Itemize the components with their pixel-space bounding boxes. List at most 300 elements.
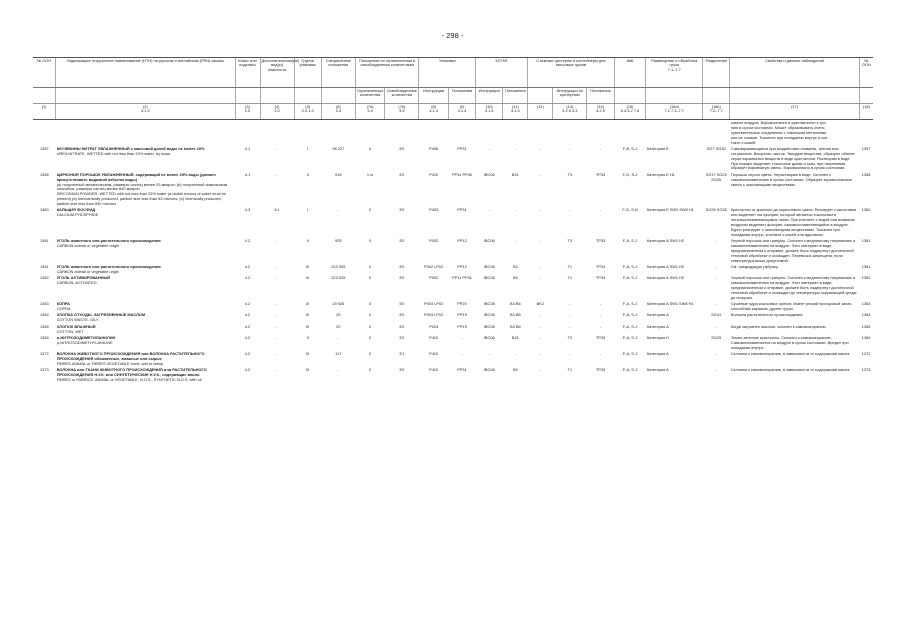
substance-name — [56, 367, 235, 383]
header-tank-prov: Положения — [587, 88, 614, 104]
ibc-provision-cell: - — [514, 351, 516, 356]
column-number — [553, 104, 587, 120]
column-number-label: (15) — [626, 103, 634, 109]
name-russian: п-НИТРОЗОДИМЕТИЛАНИЛИН — [56, 334, 116, 340]
tank-provision-cell: TP33 — [595, 367, 606, 373]
ems-cell: F-A, S-J — [622, 334, 638, 340]
special-provisions-cell: 925 — [335, 238, 342, 244]
tank-instruction-cell: T1 — [567, 264, 573, 269]
ibc-instruction-cell: IBC08 — [483, 367, 495, 373]
bulk-cell: - — [539, 312, 541, 318]
name-english: CARBON animal or vegetable origin — [56, 243, 119, 248]
column-number — [56, 104, 235, 120]
packing-group-cell: III — [306, 275, 310, 281]
tank-provision-cell: - — [599, 207, 602, 213]
column-reference: 5.4.3.2 7.8 — [620, 108, 640, 114]
ibc-instruction-cell: IBC08 — [483, 323, 495, 329]
un-number-right: 1369 — [861, 334, 871, 340]
tank-provision-cell: - — [599, 145, 602, 151]
tank-instruction-cell: T1 — [567, 367, 573, 373]
header-un-right: № ООН — [859, 58, 873, 88]
packing-instruction-cell: P003 LP02 — [424, 301, 444, 307]
packing-instruction-cell: P410 — [429, 367, 439, 373]
segregation-cell: SG29 — [711, 334, 722, 340]
excepted-quantity-cell: E0 — [399, 323, 405, 329]
header-lq-eq: Положения по ограниченным и освобожденным количествам — [355, 58, 419, 88]
header-name: Надлежащее отгрузочное наименование (НТН) на русском и английском (PSN) языках — [56, 58, 235, 88]
stowage-cell: Категория A — [646, 312, 669, 318]
packing-group-cell: I — [307, 207, 309, 213]
properties-line: чувствительные соединения с тяжелыми металлами — [730, 129, 827, 135]
subrisk-cell: - — [276, 238, 278, 244]
name-english: FIBRES ANIMAL or FIBRES VEGETABLE burnt, wet or damp — [56, 360, 164, 366]
column-number-label: (8) — [431, 103, 437, 109]
bulk-cell: - — [539, 207, 541, 213]
tank-provision-cell: TP33 — [595, 264, 606, 269]
class-cell: 4.2 — [244, 323, 251, 329]
column-number — [33, 104, 56, 120]
packing-group-cell: II — [306, 334, 309, 340]
column-number-label: (7a) — [366, 103, 374, 109]
name-english: CARBON animal or vegetable origin — [56, 268, 119, 274]
name-english: UREA NITRATE, WETTED with not less than 20% water, by mass — [56, 150, 171, 156]
column-reference: 4.2.5 4.3 — [562, 108, 578, 114]
column-number — [419, 104, 449, 120]
name-russian: ЦИРКОНИЯ ПОРОШОК УВЛАЖНЕННЫЙ, содержащий не менее 25% воды (должен присутствовать видимый избыток воды) — [56, 171, 216, 182]
packing-instruction-cell: P410 — [429, 351, 439, 356]
name-russian: ВОЛОКНА или ТКАНИ ЖИВОТНОГО ПРОИСХОЖДЕНИЯ или РАСТИТЕЛЬНОГО ПРОИСХОЖДЕНИЯ Н.У.К. или СИНТЕТИЧЕСКИЕ Н.У.К., содержащие масло — [56, 367, 207, 377]
column-number-label: (16a) — [669, 103, 679, 109]
un-number-right: 1365 — [861, 323, 871, 329]
bulk-cell: - — [539, 238, 541, 244]
name-english: CARBON, ACTIVATED — [56, 280, 97, 286]
bulk-cell: - — [539, 145, 541, 151]
name-russian: ХЛОПОК ВЛАЖНЫЙ — [56, 323, 96, 329]
table-row — [33, 351, 873, 367]
name-russian: УГОЛЬ АКТИВИРОВАННЫЙ — [56, 275, 111, 281]
class-cell: 4.2 — [244, 351, 251, 356]
column-number — [476, 104, 503, 120]
header-lq: Ограниченные количества — [355, 88, 385, 104]
column-number-label: (12) — [536, 103, 544, 109]
name-russian: МОЧЕВИНЫ НИТРАТ УВЛАЖНЕННЫЙ с массовой долей воды не менее 20% — [56, 145, 205, 151]
properties-cell: Склонны к самовозгоранию, в зависимости от содержания масла. — [730, 351, 851, 356]
column-number-label: (3) — [245, 103, 250, 109]
excepted-quantity-cell: E0 — [399, 264, 405, 269]
class-cell: 4.2 — [244, 275, 251, 281]
limited-quantity-cell: 0 — [368, 312, 372, 318]
packing-group-cell: II — [306, 171, 309, 177]
packing-instruction-cell: P002 — [429, 275, 439, 281]
table-row — [33, 367, 873, 383]
ibc-provision-cell: B3 — [512, 367, 518, 373]
tank-provision-cell: - — [599, 323, 602, 329]
column-number — [730, 104, 859, 120]
packing-provision-cell: PP20 — [457, 301, 467, 307]
class-cell: 4.2 — [244, 301, 251, 307]
properties-cell: Порошок серого цвета. Нерастворим в воде. Склонен к самовоспламенению в сухом состоянии. Образует взрывоопасные смеси с окисляющими веществами. — [730, 171, 853, 187]
column-number — [294, 104, 321, 120]
special-provisions-cell: 223 925 — [331, 264, 346, 269]
limited-quantity-cell: 0 — [368, 351, 372, 356]
stowage-cell: Категория E H1 — [646, 171, 675, 177]
ibc-provision-cell: B21 — [511, 171, 519, 177]
column-reference: 4.2.5 — [596, 108, 605, 114]
column-number — [355, 104, 385, 120]
excepted-quantity-cell: E0 — [399, 275, 405, 281]
page-number: - 298 - — [441, 31, 464, 40]
name-english: COPRA — [56, 306, 71, 311]
ibc-provision-cell: B3 — [512, 264, 518, 269]
column-number-label: (18) — [862, 103, 870, 109]
un-number-right: 1357 — [861, 145, 871, 151]
ibc-provision-cell: - — [514, 207, 516, 213]
table-row — [33, 312, 873, 323]
subrisk-cell: - — [276, 334, 278, 340]
subrisk-cell: - — [276, 367, 278, 373]
un-number-right: 1361 — [861, 264, 871, 269]
tank-instruction-cell: T3 — [567, 171, 573, 177]
header-ems: АвК — [614, 58, 646, 88]
properties-cell: Черный порошок или гранулы. Склонен к медленному нагреванию и самовоспламенению на воздухе. Этот материал в виде, предназначенном к отправке, должен быть подвергнут достаточной тепловой обработке и охлажден до температуры окружающей среды до погрузки. — [730, 275, 857, 300]
packing-group-cell: III — [306, 312, 310, 318]
column-number — [587, 104, 614, 120]
name-english: ZIRCONIUM POWDER, WETTED with not less than 25% water (a visible excess of water must be present) (a) mechanically produced, particle size less than 53 microns; (b) chemically produced, particle size less than 840 microns — [56, 191, 226, 206]
properties-cell: Сушеные ядра кокосовых орехов. Имеет резкий прогорклый запах, способный заражать другие грузы. — [730, 301, 853, 311]
class-cell: 4.2 — [244, 264, 251, 269]
subrisk-cell: - — [276, 301, 278, 307]
header-ibc: КСГМГ — [476, 58, 528, 88]
subrisk-cell: - — [276, 312, 278, 318]
special-provisions-cell: 29 — [336, 323, 341, 329]
dangerous-goods-table — [33, 57, 873, 383]
substance-name — [56, 351, 235, 367]
un-number: 1372 — [40, 351, 49, 356]
header-ibc-prov: Положения — [503, 88, 528, 104]
column-number-label: (6) — [335, 103, 341, 109]
tank-provision-cell: TP33 — [595, 238, 606, 244]
header-subrisk: Дополнительная(ые) вид(ы) опасности — [260, 58, 294, 88]
bulk-cell: - — [539, 367, 541, 373]
packing-instruction-cell: P403 — [429, 207, 439, 213]
un-number: 1373 — [40, 367, 49, 373]
limited-quantity-cell: 0 — [368, 207, 372, 213]
name-russian: УГОЛЬ животного или растительного происхождения — [56, 238, 161, 244]
segregation-cell: SG17 SG25 SG26 — [705, 171, 727, 182]
limited-quantity-cell: 0 — [368, 323, 372, 329]
tank-instruction-cell: T3 — [567, 238, 573, 244]
header-pg: Группа упаковки — [294, 58, 321, 88]
un-number: 1369 — [40, 334, 49, 340]
column-reference: 7.2–7.7 — [709, 108, 723, 114]
ibc-provision-cell: B3 B6 — [510, 312, 521, 318]
column-number-label: (9) — [459, 103, 465, 109]
column-number-label: (13) — [566, 103, 574, 109]
special-provisions-cell: - — [337, 367, 339, 373]
ems-cell: F-A, S-J — [622, 367, 638, 373]
excepted-quantity-cell: E0 — [399, 367, 405, 373]
segregation-cell: SG26 SG35 — [705, 207, 727, 213]
table-row — [33, 335, 873, 351]
packing-provision-cell: PP12 — [457, 238, 467, 244]
packing-provision-cell: PP31 — [457, 145, 467, 151]
packing-instruction-cell: P003 LP02 — [424, 312, 444, 318]
segregation-cell: - — [715, 367, 717, 373]
un-number-right: 1361 — [861, 238, 871, 244]
stowage-cell: Категория A SW1 H2 — [646, 275, 685, 281]
un-number-right: 1362 — [861, 275, 871, 281]
ibc-instruction-cell: - — [488, 145, 490, 151]
substance-name — [56, 207, 235, 238]
ems-cell: F-A, S-J — [622, 351, 638, 356]
continued-row — [33, 120, 873, 146]
segregation-cell: - — [715, 264, 717, 269]
bulk-cell: - — [539, 323, 541, 329]
excepted-quantity-cell: E0 — [399, 145, 405, 151]
packing-instruction-cell: P410 — [429, 171, 439, 177]
ibc-provision-cell: B21 — [511, 334, 519, 340]
substance-name — [56, 146, 235, 172]
bulk-cell: - — [539, 171, 541, 177]
subrisk-cell: - — [276, 171, 278, 177]
segregation-cell: - — [715, 238, 717, 244]
stowage-cell: Категория E — [646, 145, 669, 151]
properties-cell: Склонны к самовозгоранию, в зависимости от содержания масла. — [730, 367, 851, 373]
substance-name — [56, 238, 235, 264]
un-number: 1360 — [40, 207, 49, 213]
segregation-cell: - — [715, 275, 717, 281]
column-number — [235, 104, 260, 120]
packing-instruction-cell: P406 — [429, 145, 439, 151]
tank-instruction-cell: T3 — [567, 334, 573, 340]
packing-provision-cell: PP31 PP40 — [451, 171, 473, 177]
limited-quantity-cell: 0 — [368, 334, 372, 340]
ibc-provision-cell: B3 — [512, 275, 518, 281]
excepted-quantity-cell: E2 — [399, 334, 405, 340]
substance-name — [56, 264, 235, 275]
packing-group-cell: III — [306, 351, 310, 356]
un-number: 1362 — [40, 275, 49, 281]
excepted-quantity-cell: E0 — [399, 312, 405, 318]
ibc-instruction-cell: IBC06 — [483, 238, 495, 244]
excepted-quantity-cell: E0 — [399, 207, 405, 213]
un-number-right: 1360 — [861, 207, 871, 213]
header-segregation: Разделение — [703, 58, 730, 88]
column-number — [503, 104, 528, 120]
substance-name — [56, 312, 235, 323]
ibc-provision-cell: B3 B6 — [510, 301, 521, 307]
limited-quantity-cell: 0 — [368, 367, 372, 373]
tank-instruction-cell: - — [569, 323, 571, 329]
name-russian: УГОЛЬ животного или растительного происхождения — [56, 264, 161, 269]
class-cell: 4.2 — [244, 312, 251, 318]
class-cell: 4.2 — [244, 238, 251, 244]
properties-cell: Когда загрязнен маслом, склонен к самовозгоранию. — [730, 323, 827, 329]
class-cell: 4.2 — [244, 334, 251, 340]
properties-cell: Кристаллы от красного до коричневого цвета. Реагирует с кислотами или выделяет газ фосфин, который является токсичным и легковоспламеняющимся газом. При контакте с водой или влажным воздухом выделяет фосфин, самовоспламеняющийся в воздухе. Бурно реагирует с окисляющими веществами. Токсичен при попадании внутрь, контакте с кожей или вдыхании. — [730, 207, 857, 237]
ems-cell: F-A, S-J — [622, 275, 638, 281]
stowage-cell: Категория A SW1 H2 — [646, 238, 685, 244]
segregation-cell: SG41 — [711, 312, 722, 318]
excepted-quantity-cell: E2 — [399, 171, 405, 177]
excepted-quantity-cell: E0 — [399, 238, 405, 244]
column-number — [646, 104, 703, 120]
packing-provision-cell: PP11 PP31 — [452, 275, 472, 281]
tank-provision-cell: - — [599, 301, 602, 307]
class-cell: 4.3 — [244, 207, 251, 213]
excepted-quantity-cell: E0 — [399, 301, 405, 307]
packing-group-cell: II — [306, 238, 309, 244]
packing-provision-cell: - — [461, 334, 463, 340]
class-cell: 4.2 — [244, 367, 251, 373]
column-number-label: (4) — [274, 103, 280, 109]
packing-provision-cell: PP19 — [457, 312, 467, 318]
special-provisions-cell: - — [337, 334, 339, 340]
segregation-cell: - — [715, 301, 717, 307]
header-eq: Освобожденные количества — [385, 88, 419, 104]
un-number: 1365 — [40, 323, 49, 329]
tank-provision-cell: - — [599, 351, 602, 356]
packing-group-cell: I — [307, 145, 309, 151]
tank-instruction-cell: - — [569, 312, 571, 318]
table-row — [33, 238, 873, 264]
un-number: 1358 — [40, 171, 49, 177]
ibc-provision-cell: - — [514, 238, 516, 244]
un-number: 1357 — [40, 145, 49, 151]
un-number: 1361 — [40, 238, 49, 244]
name-russian: ВОЛОКНА ЖИВОТНОГО ПРОИСХОЖДЕНИЯ или ВОЛОКНА РАСТИТЕЛЬНОГО ПРОИСХОЖДЕНИЯ обожженные, влажные или сырые — [56, 351, 205, 361]
ibc-instruction-cell: IBC08 — [483, 301, 495, 307]
subrisk-cell: - — [276, 264, 278, 269]
packing-group-cell: III — [306, 301, 310, 307]
column-number — [448, 104, 475, 120]
ems-cell: F-A, S-J — [622, 264, 638, 269]
continued-properties — [730, 120, 859, 146]
tank-instruction-cell: - — [569, 145, 571, 151]
column-reference: 4.1.4 — [457, 108, 467, 114]
special-provisions-cell: 117 — [335, 351, 342, 356]
substance-name — [56, 172, 235, 208]
ems-cell: F-G, S-N — [622, 207, 638, 213]
segregation-cell: SG7 SG30 — [706, 145, 726, 151]
un-number: 1363 — [40, 301, 49, 307]
header-un: № ООН — [33, 58, 56, 88]
class-cell: 4.1 — [244, 145, 251, 151]
stowage-cell: Категория A SW1 SW8 H1 — [646, 301, 694, 307]
tank-provision-cell: TP33 — [595, 334, 606, 340]
table-row — [33, 264, 873, 275]
excepted-quantity-cell: E1 — [399, 351, 405, 356]
substance-name — [56, 335, 235, 351]
header-tank: Съемные цистерны и контейнеры для массовых грузов — [528, 58, 614, 88]
column-reference: 3.1.2 — [141, 108, 150, 114]
tank-provision-cell: TP33 — [595, 171, 606, 177]
column-number-label: (10) — [485, 103, 493, 109]
name-english: COTTON, WET — [56, 328, 84, 334]
substance-name — [56, 324, 235, 335]
subrisk-cell: - — [276, 351, 278, 356]
packing-provision-cell: PP12 — [457, 264, 467, 269]
header-class: Класс или подкласс — [235, 58, 260, 88]
column-number-label: (11) — [512, 103, 519, 109]
column-reference: 2.0 — [274, 108, 280, 114]
subrisk-cell: - — [276, 145, 278, 151]
bulk-cell: - — [539, 351, 541, 356]
special-provisions-cell: 29 926 — [332, 301, 345, 307]
properties-cell: Черный порошок или гранулы. Склонен к медленному нагреванию и самовоспламенению на воздухе. Этот материал в виде, предназначенном к отправке, должен быть подвергнут достаточной тепловой обработке и охлажден. Перевозка запрещена, если температура выше допустимой. — [730, 238, 856, 263]
limited-quantity-cell: 0 — [368, 301, 372, 307]
un-number: 1361 — [40, 264, 49, 269]
limited-quantity-cell: 0 — [368, 264, 372, 269]
limited-quantity-cell: 0 — [368, 238, 372, 244]
properties-line: нию в сухом состоянии. Может образовывать очень — [730, 124, 825, 130]
column-number-label: (14) — [597, 103, 604, 109]
header-tank-instr: Инструкции по цистернам — [553, 88, 587, 104]
properties-cell: Темно-зеленые кристаллы. Склонен к самовозгоранию. Самовоспламеняется на воздухе в сухом состоянии. Вреден при попадании внутрь. — [730, 334, 849, 350]
special-provisions-cell: 29 — [336, 312, 341, 318]
un-number-right: 1372 — [861, 351, 871, 356]
tank-provision-cell: TP33 — [595, 275, 606, 281]
bulk-cell: - — [539, 334, 541, 340]
subrisk-cell: - — [276, 275, 278, 281]
stowage-cell: Категория A — [646, 351, 669, 356]
class-cell: 4.1 — [244, 171, 251, 177]
column-reference: 4.1.4 — [511, 108, 520, 114]
table-row — [33, 301, 873, 312]
stowage-cell: Категория A SW1 H2 — [646, 264, 685, 269]
segregation-cell: - — [715, 323, 717, 329]
ibc-instruction-cell: IBC08 — [483, 312, 495, 318]
packing-group-cell: III — [306, 264, 310, 269]
ems-cell: F-A, S-J — [622, 301, 638, 307]
properties-line: такте с кожей. — [730, 139, 757, 145]
ems-cell: F-B, S-J — [622, 145, 638, 151]
column-number-label: (7b) — [398, 103, 406, 109]
ems-cell: F-A, S-J — [622, 238, 638, 244]
header-pack-instr: Инструкции — [419, 88, 449, 104]
packing-group-cell: III — [306, 367, 310, 373]
header-stowage: Размещение и обработка груза 7.1–7.7 — [646, 58, 703, 88]
ibc-instruction-cell: IBC08 — [483, 275, 495, 281]
column-reference: 3.3 — [335, 108, 342, 114]
column-reference: 2.0.1.3 — [301, 108, 314, 114]
ems-cell: F-A, S-J — [622, 312, 638, 318]
table-row — [33, 146, 873, 172]
ibc-instruction-cell: - — [488, 207, 490, 213]
ibc-provision-cell: B3 B6 — [510, 323, 521, 329]
packing-instruction-cell: P002 LP02 — [424, 264, 444, 269]
name-russian: КАЛЬЦИЯ ФОСФИД — [56, 207, 96, 213]
tank-instruction-cell: T1 — [567, 275, 573, 281]
tank-provision-cell: - — [599, 312, 602, 318]
ibc-instruction-cell: IBC06 — [483, 171, 495, 177]
name-russian-detail: (a) полученный механическим, размеры частиц менее 53 микрон; (b) полученный химическим способом, размеры частиц менее 840 микрон — [56, 181, 228, 192]
column-number-label: (2) — [142, 103, 148, 109]
tank-instruction-cell: - — [569, 207, 571, 213]
name-russian: КОПРА — [56, 301, 70, 307]
name-english: FIBRES or FABRICS, ANIMAL or VEGETABLE, N.O.S., SYNTHETIC N.O.S. with oil — [56, 376, 202, 382]
packing-provision-cell: PP31 — [457, 367, 467, 373]
column-reference: 3.5 — [399, 108, 405, 114]
ems-cell: F-G, S-J — [622, 171, 638, 177]
bulk-cell: - — [539, 275, 541, 281]
packing-provision-cell: PP19 — [457, 323, 467, 329]
column-number — [260, 104, 294, 120]
stowage-cell: Категория A — [646, 323, 669, 329]
header-pack-prov: Положения — [448, 88, 475, 104]
subrisk-cell: - — [276, 323, 278, 329]
table-row — [33, 172, 873, 208]
